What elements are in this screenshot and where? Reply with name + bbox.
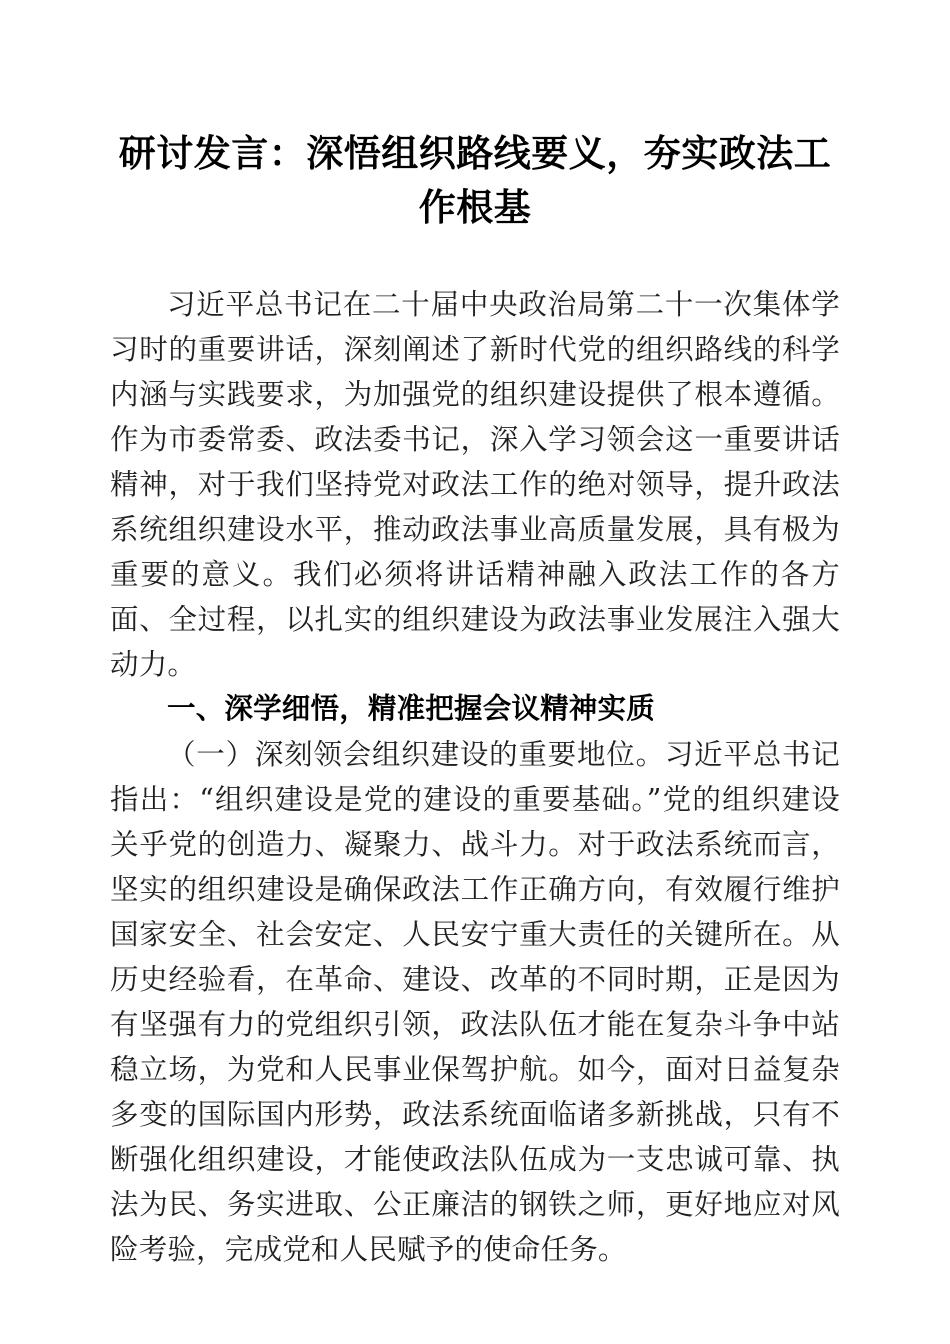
section-heading-one: 一、深学细悟，精准把握会议精神实质: [167, 693, 655, 725]
opening-paragraph: 习近平总书记在二十届中央政治局第二十一次集体学习时的重要讲话，深刻阐述了新时代党的组织路线的科学内涵与实践要求，为加强党的组织建设提供了根本遵循。作为市委常委、政法委书记，深入学习领会这一重要讲话精神，对于我们坚持党对政法工作的绝对领导，提升政法系统组织建设水平，推动政法事业高质量发展，具有极为重要的意义。我们必须将讲话精神融入政法工作的各方面、全过程，以扎实的组织建设为政法事业发展注入强大动力。: [110, 288, 840, 681]
subsection-one-paragraph: （一）深刻领会组织建设的重要地位。习近平总书记指出：“组织建设是党的建设的重要基础。”党的组织建设关乎党的创造力、凝聚力、战斗力。对于政法系统而言，坚实的组织建设是确保政法工作正确方向，有效履行维护国家安全、社会安定、人民安宁重大责任的关键所在。从历史经验看，在革命、建设、改革的不同时期，正是因为有坚强有力的党组织引领，政法队伍才能在复杂斗争中站稳立场，为党和人民事业保驾护航。如今，面对日益复杂多变的国际国内形势，政法系统面临诸多新挑战，只有不断强化组织建设，才能使政法队伍成为一支忠诚可靠、执法为民、务实进取、公正廉洁的钢铁之师，更好地应对风险考验，完成党和人民赋予的使命任务。: [110, 738, 840, 1266]
document-content-column: [110, 0, 840, 1272]
document-title: 研讨发言：深悟组织路线要义，夯实政法工作根基: [118, 134, 832, 229]
